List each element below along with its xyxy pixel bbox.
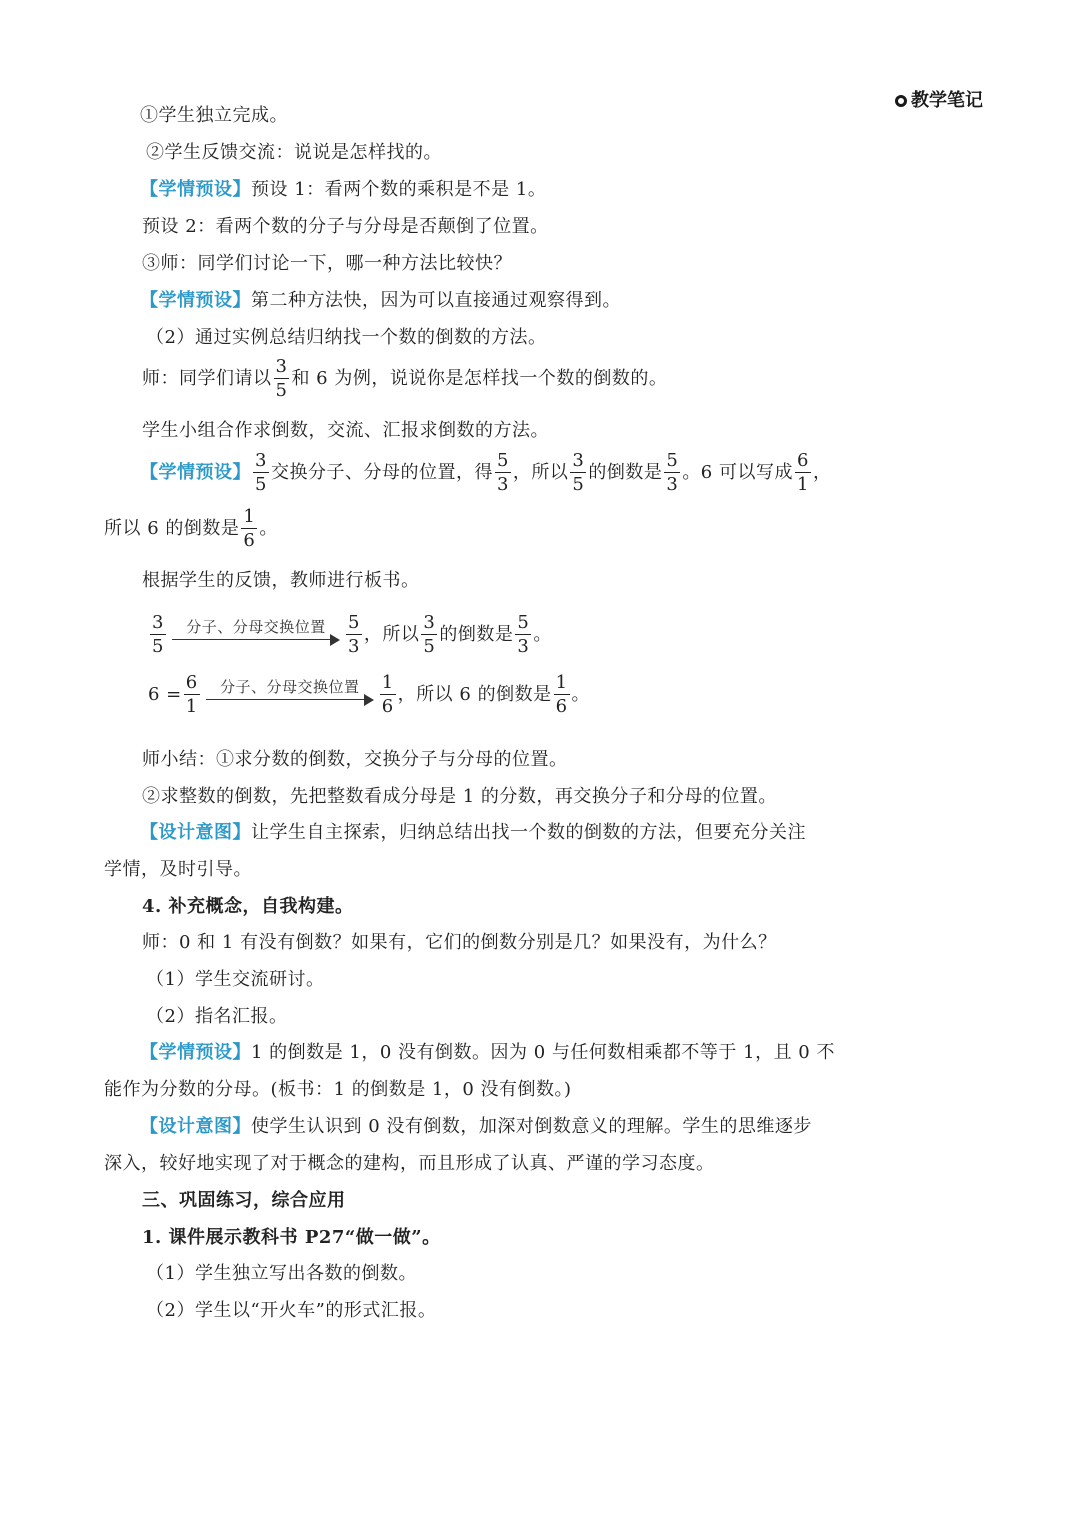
fraction [184, 674, 200, 716]
numerator: 5 [666, 450, 679, 471]
text-line: 能作为分数的分母。(板书：1 的倒数是 1，0 没有倒数。) [104, 1079, 572, 1100]
text-line: （1）学生独立写出各数的倒数。 [146, 1263, 417, 1284]
text-segment: 第二种方法快，因为可以直接通过观察得到。 [251, 290, 621, 311]
arrow-right-icon [364, 694, 374, 706]
text-segment: 的倒数是 [588, 462, 663, 483]
fraction [495, 452, 511, 494]
fraction [274, 358, 290, 400]
text-segment: 师：同学们请以 [142, 368, 272, 389]
text-segment: ， [812, 462, 832, 483]
arrow-label: 分子、分母交换位置 [219, 678, 360, 696]
text-line [140, 178, 546, 202]
denominator: 5 [152, 636, 164, 657]
text-segment: 6 = [148, 684, 182, 705]
tag-label: 【学情预设】 [140, 1042, 251, 1063]
text-line [104, 508, 278, 550]
numerator: 1 [381, 672, 394, 693]
text-line: ②求整数的倒数，先把整数看成分母是 1 的分数，再交换分子和分母的位置。 [142, 786, 777, 807]
text-line: 师：0 和 1 有没有倒数？如果有，它们的倒数分别是几？如果没有，为什么？ [142, 932, 777, 953]
denominator: 1 [797, 474, 809, 495]
text-line [140, 1115, 812, 1139]
numerator: 3 [255, 450, 267, 471]
numerator: 5 [347, 612, 360, 633]
text-line: （2）通过实例总结归纳找一个数的倒数的方法。 [146, 327, 547, 348]
text-line [140, 821, 806, 845]
text-segment: ，所以 [363, 624, 420, 645]
fraction [150, 614, 166, 656]
text-segment: 所以 6 的倒数是 [104, 518, 240, 539]
side-note-label: 教学笔记 [911, 90, 983, 111]
numerator: 3 [275, 356, 288, 377]
text-line: ③师：同学们讨论一下，哪一种方法比较快？ [142, 253, 512, 274]
ring-icon [895, 95, 907, 107]
text-segment: ，所以 6 的倒数是 [397, 684, 552, 705]
fraction [554, 674, 570, 716]
text-segment: 1 的倒数是 1，0 没有倒数。因为 0 与任何数相乘都不等于 1，且 0 不 [251, 1042, 835, 1063]
numerator: 5 [517, 612, 530, 633]
numerator: 1 [243, 506, 256, 527]
denominator: 6 [243, 530, 256, 551]
fraction [421, 614, 437, 656]
denominator: 5 [423, 636, 436, 657]
denominator: 5 [275, 380, 288, 401]
board-line-1 [148, 614, 552, 656]
text-line: （2）指名汇报。 [146, 1006, 288, 1027]
text-segment: 。6 可以写成 [682, 462, 793, 483]
text-line: （1）学生交流研讨。 [146, 969, 325, 990]
numerator: 3 [152, 612, 164, 633]
arrow-shaft [172, 639, 334, 640]
numerator: 1 [555, 672, 568, 693]
fraction [241, 508, 257, 550]
fraction [795, 452, 811, 494]
text-segment: 的倒数是 [439, 624, 514, 645]
text-segment: 。 [533, 624, 552, 645]
numerator: 5 [496, 450, 509, 471]
text-segment: 让学生自主探索，归纳总结出找一个数的倒数的方法，但要充分关注 [251, 822, 806, 843]
text-segment: 。 [259, 518, 278, 539]
text-line: ②学生反馈交流：说说是怎样找的。 [146, 142, 442, 163]
text-segment: 使学生认识到 0 没有倒数，加深对倒数意义的理解。学生的思维逐步 [251, 1116, 812, 1137]
text-segment: ，所以 [512, 462, 569, 483]
arrow-shaft [206, 699, 368, 700]
tag-label: 【学情预设】 [140, 290, 251, 311]
board-line-2 [148, 674, 590, 716]
numerator: 6 [797, 450, 809, 471]
fraction [380, 674, 396, 716]
denominator: 3 [496, 474, 509, 495]
text-line: ①学生独立完成。 [140, 105, 288, 126]
text-line: （2）学生以“开火车”的形式汇报。 [146, 1300, 437, 1321]
tag-label: 【学情预设】 [140, 179, 251, 200]
fraction [346, 614, 362, 656]
denominator: 6 [381, 696, 394, 717]
transform-arrow [172, 615, 340, 655]
text-segment: 。 [571, 684, 591, 705]
denominator: 1 [185, 696, 198, 717]
denominator: 5 [572, 474, 585, 495]
text-segment: 和 6 为例，说说你是怎样找一个数的倒数的。 [291, 368, 668, 389]
denominator: 6 [555, 696, 568, 717]
numerator: 3 [572, 450, 585, 471]
subsection-heading: 1. 课件展示教科书 P27“做一做”。 [142, 1227, 441, 1248]
arrow-right-icon [330, 634, 340, 646]
section-heading: 三、巩固练习，综合应用 [142, 1190, 346, 1211]
section-heading: 4. 补充概念，自我构建。 [142, 896, 354, 917]
text-line: 深入，较好地实现了对于概念的建构，而且形成了认真、严谨的学习态度。 [104, 1153, 715, 1174]
fraction [515, 614, 531, 656]
text-line: 预设 2：看两个数的分子与分母是否颠倒了位置。 [142, 216, 549, 237]
text-line [140, 452, 831, 494]
text-line [140, 289, 621, 313]
tag-label: 【学情预设】 [140, 462, 251, 483]
text-line: 学情，及时引导。 [104, 859, 252, 880]
fraction [570, 452, 586, 494]
numerator: 3 [423, 612, 436, 633]
text-line [140, 1041, 835, 1065]
text-line: 学生小组合作求倒数，交流、汇报求倒数的方法。 [142, 420, 549, 441]
fraction [253, 452, 269, 494]
text-line [142, 358, 667, 400]
denominator: 3 [517, 636, 530, 657]
text-segment: 交换分子、分母的位置，得 [270, 462, 493, 483]
text-segment: 预设 1：看两个数的乘积是不是 1。 [251, 179, 547, 200]
side-note-header [895, 86, 983, 112]
fraction [664, 452, 680, 494]
transform-arrow [206, 675, 374, 715]
tag-label: 【设计意图】 [140, 822, 251, 843]
denominator: 3 [347, 636, 360, 657]
denominator: 5 [255, 474, 267, 495]
text-line: 师小结：①求分数的倒数，交换分子与分母的位置。 [142, 749, 568, 770]
denominator: 3 [666, 474, 679, 495]
tag-label: 【设计意图】 [140, 1116, 251, 1137]
numerator: 6 [185, 672, 198, 693]
text-line: 根据学生的反馈，教师进行板书。 [142, 570, 420, 591]
arrow-label: 分子、分母交换位置 [186, 618, 326, 636]
